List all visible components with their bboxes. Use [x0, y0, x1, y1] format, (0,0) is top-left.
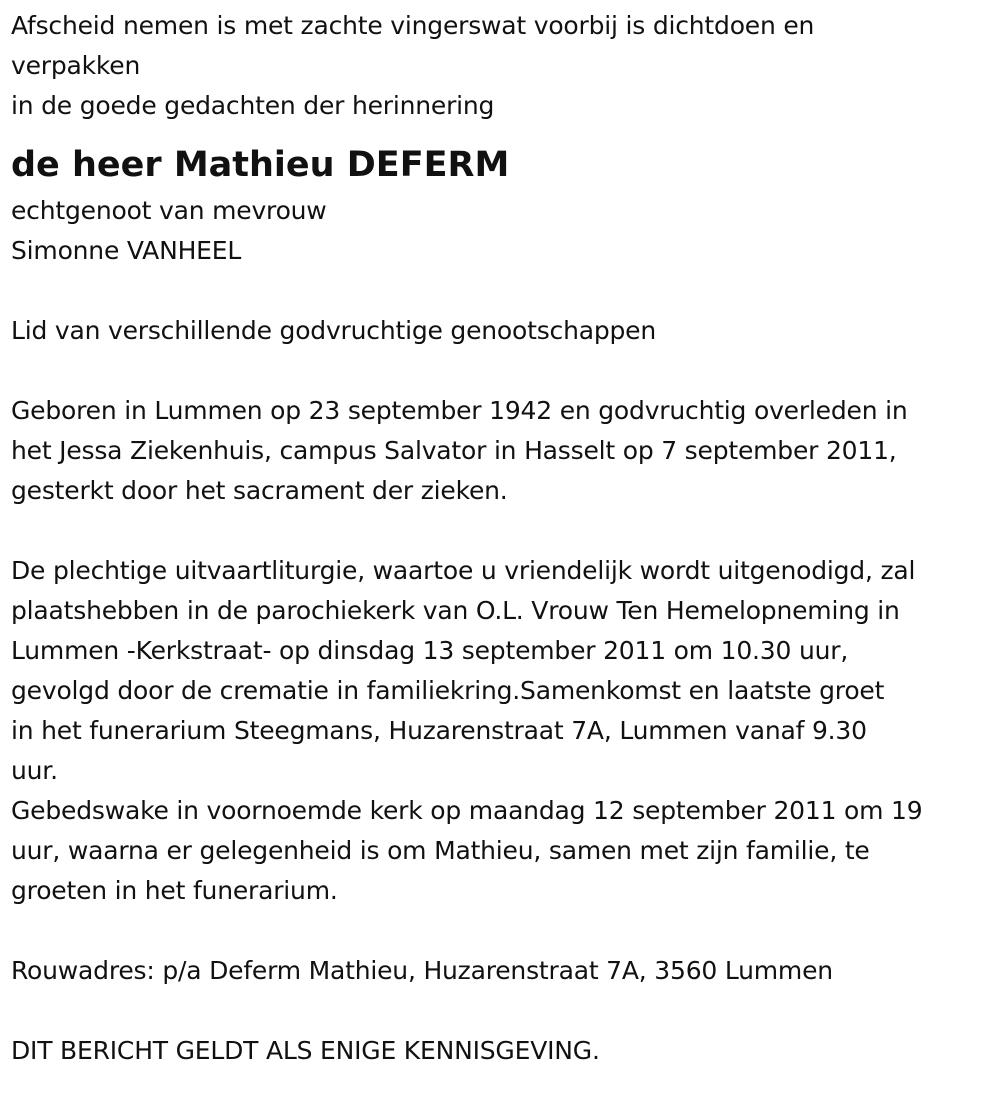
- spacer: [11, 511, 996, 551]
- wake-paragraph: [11, 791, 996, 911]
- spouse-line: echtgenoot van mevrouw: [11, 196, 327, 225]
- spacer: [11, 911, 996, 951]
- paragraph-line: Lummen -Kerkstraat- op dinsdag 13 september 2011 om 10.30 uur,: [11, 636, 849, 665]
- paragraph-line: in het funerarium Steegmans, Huzarenstraat 7A, Lummen vanaf 9.30: [11, 716, 867, 745]
- paragraph-line: het Jessa Ziekenhuis, campus Salvator in Hasselt op 7 september 2011,: [11, 436, 897, 465]
- paragraph-line: Gebedswake in voornoemde kerk op maandag 12 september 2011 om 19: [11, 796, 923, 825]
- paragraph-line: De plechtige uitvaartliturgie, waartoe u vriendelijk wordt uitgenodigd, zal: [11, 556, 916, 585]
- obituary-notice: [11, 6, 996, 1071]
- paragraph-line: Geboren in Lummen op 23 september 1942 en godvruchtig overleden in: [11, 396, 908, 425]
- paragraph-line: uur.: [11, 756, 58, 785]
- spacer: [11, 351, 996, 391]
- paragraph-line: plaatshebben in de parochiekerk van O.L. Vrouw Ten Hemelopneming in: [11, 596, 900, 625]
- spacer: [11, 991, 996, 1031]
- official-notice: DIT BERICHT GELDT ALS ENIGE KENNISGEVING.: [11, 1036, 600, 1065]
- paragraph-line: gesterkt door het sacrament der zieken.: [11, 476, 508, 505]
- paragraph-line: uur, waarna er gelegenheid is om Mathieu, samen met zijn familie, te: [11, 836, 870, 865]
- poem-line: in de goede gedachten der herinnering: [11, 91, 495, 120]
- membership-text: Lid van verschillende godvruchtige genootschappen: [11, 316, 656, 345]
- poem-line: verpakken: [11, 51, 141, 80]
- spouse-info: [11, 191, 996, 271]
- paragraph-line: gevolgd door de crematie in familiekring.Samenkomst en laatste groet: [11, 676, 885, 705]
- funeral-paragraph: [11, 551, 996, 791]
- poem: [11, 6, 996, 126]
- poem-line: Afscheid nemen is met zachte vingerswat voorbij is dichtdoen en: [11, 11, 815, 40]
- birth-death-paragraph: [11, 391, 996, 511]
- mourning-address: Rouwadres: p/a Deferm Mathieu, Huzarenstraat 7A, 3560 Lummen: [11, 956, 833, 985]
- spouse-name: Simonne VANHEEL: [11, 236, 242, 265]
- spacer: [11, 271, 996, 311]
- deceased-name: de heer Mathieu DEFERM: [11, 145, 510, 185]
- paragraph-line: groeten in het funerarium.: [11, 876, 338, 905]
